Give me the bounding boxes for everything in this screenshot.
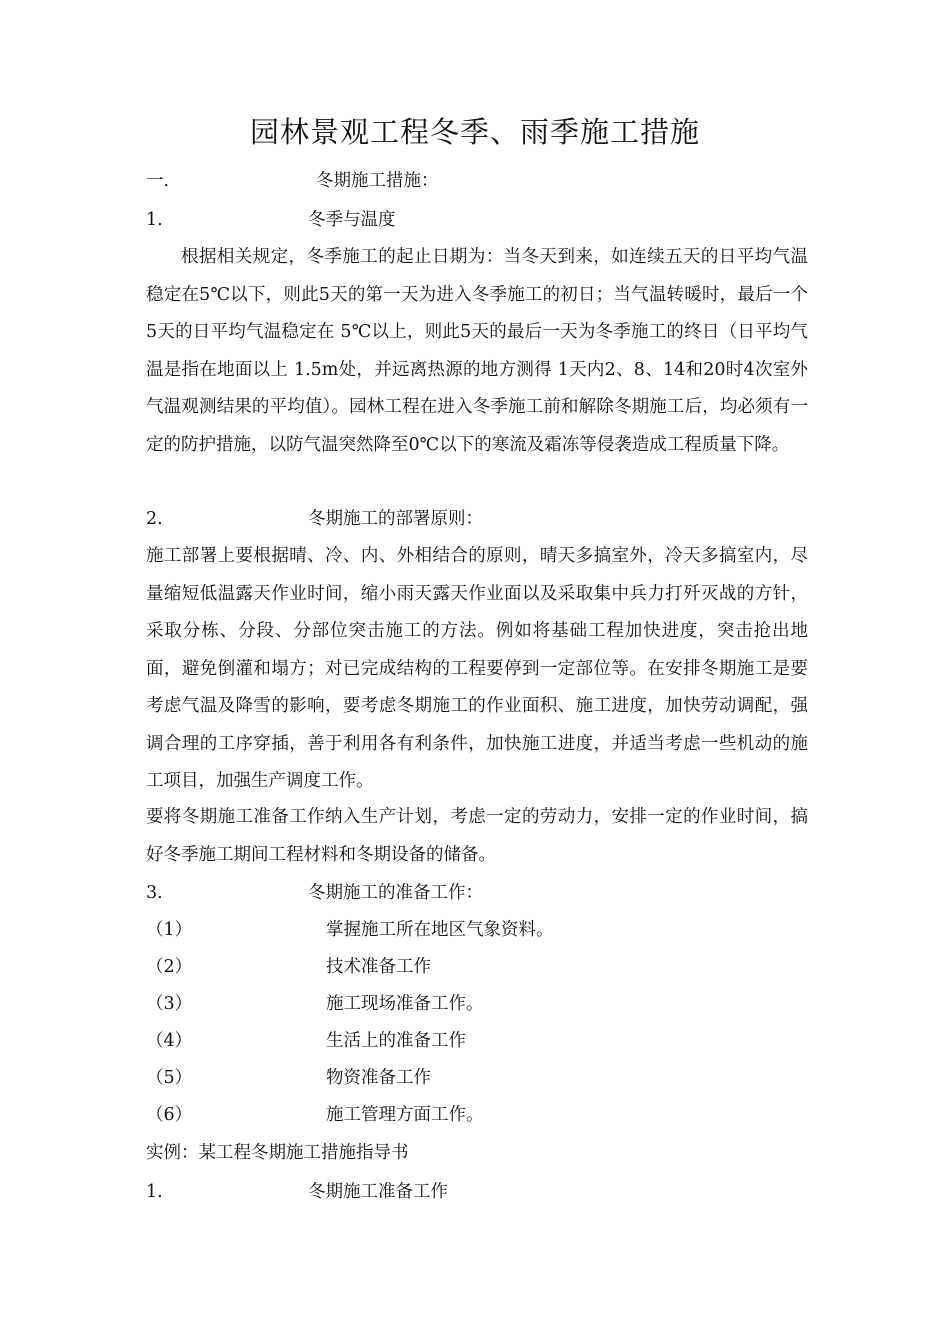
item-heading-4: [146, 1179, 806, 1205]
sub-item-text: 技术准备工作: [326, 957, 431, 977]
item-text: 冬期施工准备工作: [308, 1182, 448, 1202]
sub-item-number: （1）: [146, 920, 193, 940]
item-number: 1.: [146, 210, 163, 230]
item-text: 冬季与温度: [308, 210, 396, 230]
item-heading-3: [146, 880, 806, 906]
item-text: 冬期施工的准备工作：: [308, 883, 483, 903]
sub-item-text: 施工现场准备工作。: [326, 994, 484, 1014]
item-number: 1.: [146, 1182, 163, 1202]
item-heading-2: [146, 506, 806, 532]
sub-item-text: 物资准备工作: [326, 1068, 431, 1088]
paragraph-deployment-principles: 施工部署上要根据晴、冷、内、外相结合的原则，晴天多搞室外，冷天多搞室内，尽量缩短低温露天作业时间，缩小雨天露天作业面以及采取集中兵力打歼灭战的方针，采取分栋、分段、分部位突击施工的方法。例如将基础工程加快进度，突击抢出地面，避免倒灌和塌方；对已完成结构的工程要停到一定部位等。在安排冬期施工是要考虑气温及降雪的影响，要考虑冬期施工的作业面积、施工进度，加快劳动调配，强调合理的工序穿插，善于利用各有利条件，加快施工进度，并适当考虑一些机动的施工项目，加强生产调度工作。: [146, 546, 808, 791]
sub-item-number: （2）: [146, 957, 193, 977]
sub-item-3: [146, 991, 806, 1017]
section-heading-1: [146, 168, 806, 194]
sub-item-text: 施工管理方面工作。: [326, 1105, 484, 1125]
sub-item-number: （3）: [146, 994, 193, 1014]
item-heading-1: [146, 207, 806, 233]
sub-item-1: [146, 917, 806, 943]
sub-item-text: 生活上的准备工作: [326, 1031, 466, 1051]
sub-item-6: [146, 1102, 806, 1128]
sub-item-2: [146, 954, 806, 980]
sub-item-number: （6）: [146, 1105, 193, 1125]
sub-item-number: （5）: [146, 1068, 193, 1088]
paragraph-winter-temperature: 根据相关规定，冬季施工的起止日期为：当冬天到来，如连续五天的日平均气温稳定在5℃以下，则此5天的第一天为进入冬季施工的初日；当气温转暖时，最后一个5天的日平均气温稳定在 5℃以上，则此5天的最后一天为冬季施工的终日（日平均气温是指在地面以上 1.5m处，并远离热源的地方测得 1天内2、8、14和20时4次室外气温观测结果的平均值）。园林工程在进入冬季施工前和解除冬期施工后，均必须有一定的防护措施，以防气温突然降至0℃以下的寒流及霜冻等侵袭造成工程质量下降。: [146, 247, 808, 455]
item-number: 2.: [146, 509, 163, 529]
example-heading: 实例：某工程冬期施工措施指导书: [146, 1143, 409, 1163]
document-title: 园林景观工程冬季、雨季施工措施: [249, 115, 700, 149]
paragraph-preparation-plan: 要将冬期施工准备工作纳入生产计划，考虑一定的劳动力，安排一定的作业时间，搞好冬季施工期间工程材料和冬期设备的储备。: [146, 807, 808, 865]
section-text: 冬期施工措施：: [316, 171, 439, 191]
sub-item-5: [146, 1065, 806, 1091]
sub-item-text: 掌握施工所在地区气象资料。: [326, 920, 554, 940]
sub-item-4: [146, 1028, 806, 1054]
sub-item-number: （4）: [146, 1031, 193, 1051]
section-number: 一.: [146, 171, 170, 191]
item-text: 冬期施工的部署原则：: [308, 509, 483, 529]
item-number: 3.: [146, 883, 163, 903]
